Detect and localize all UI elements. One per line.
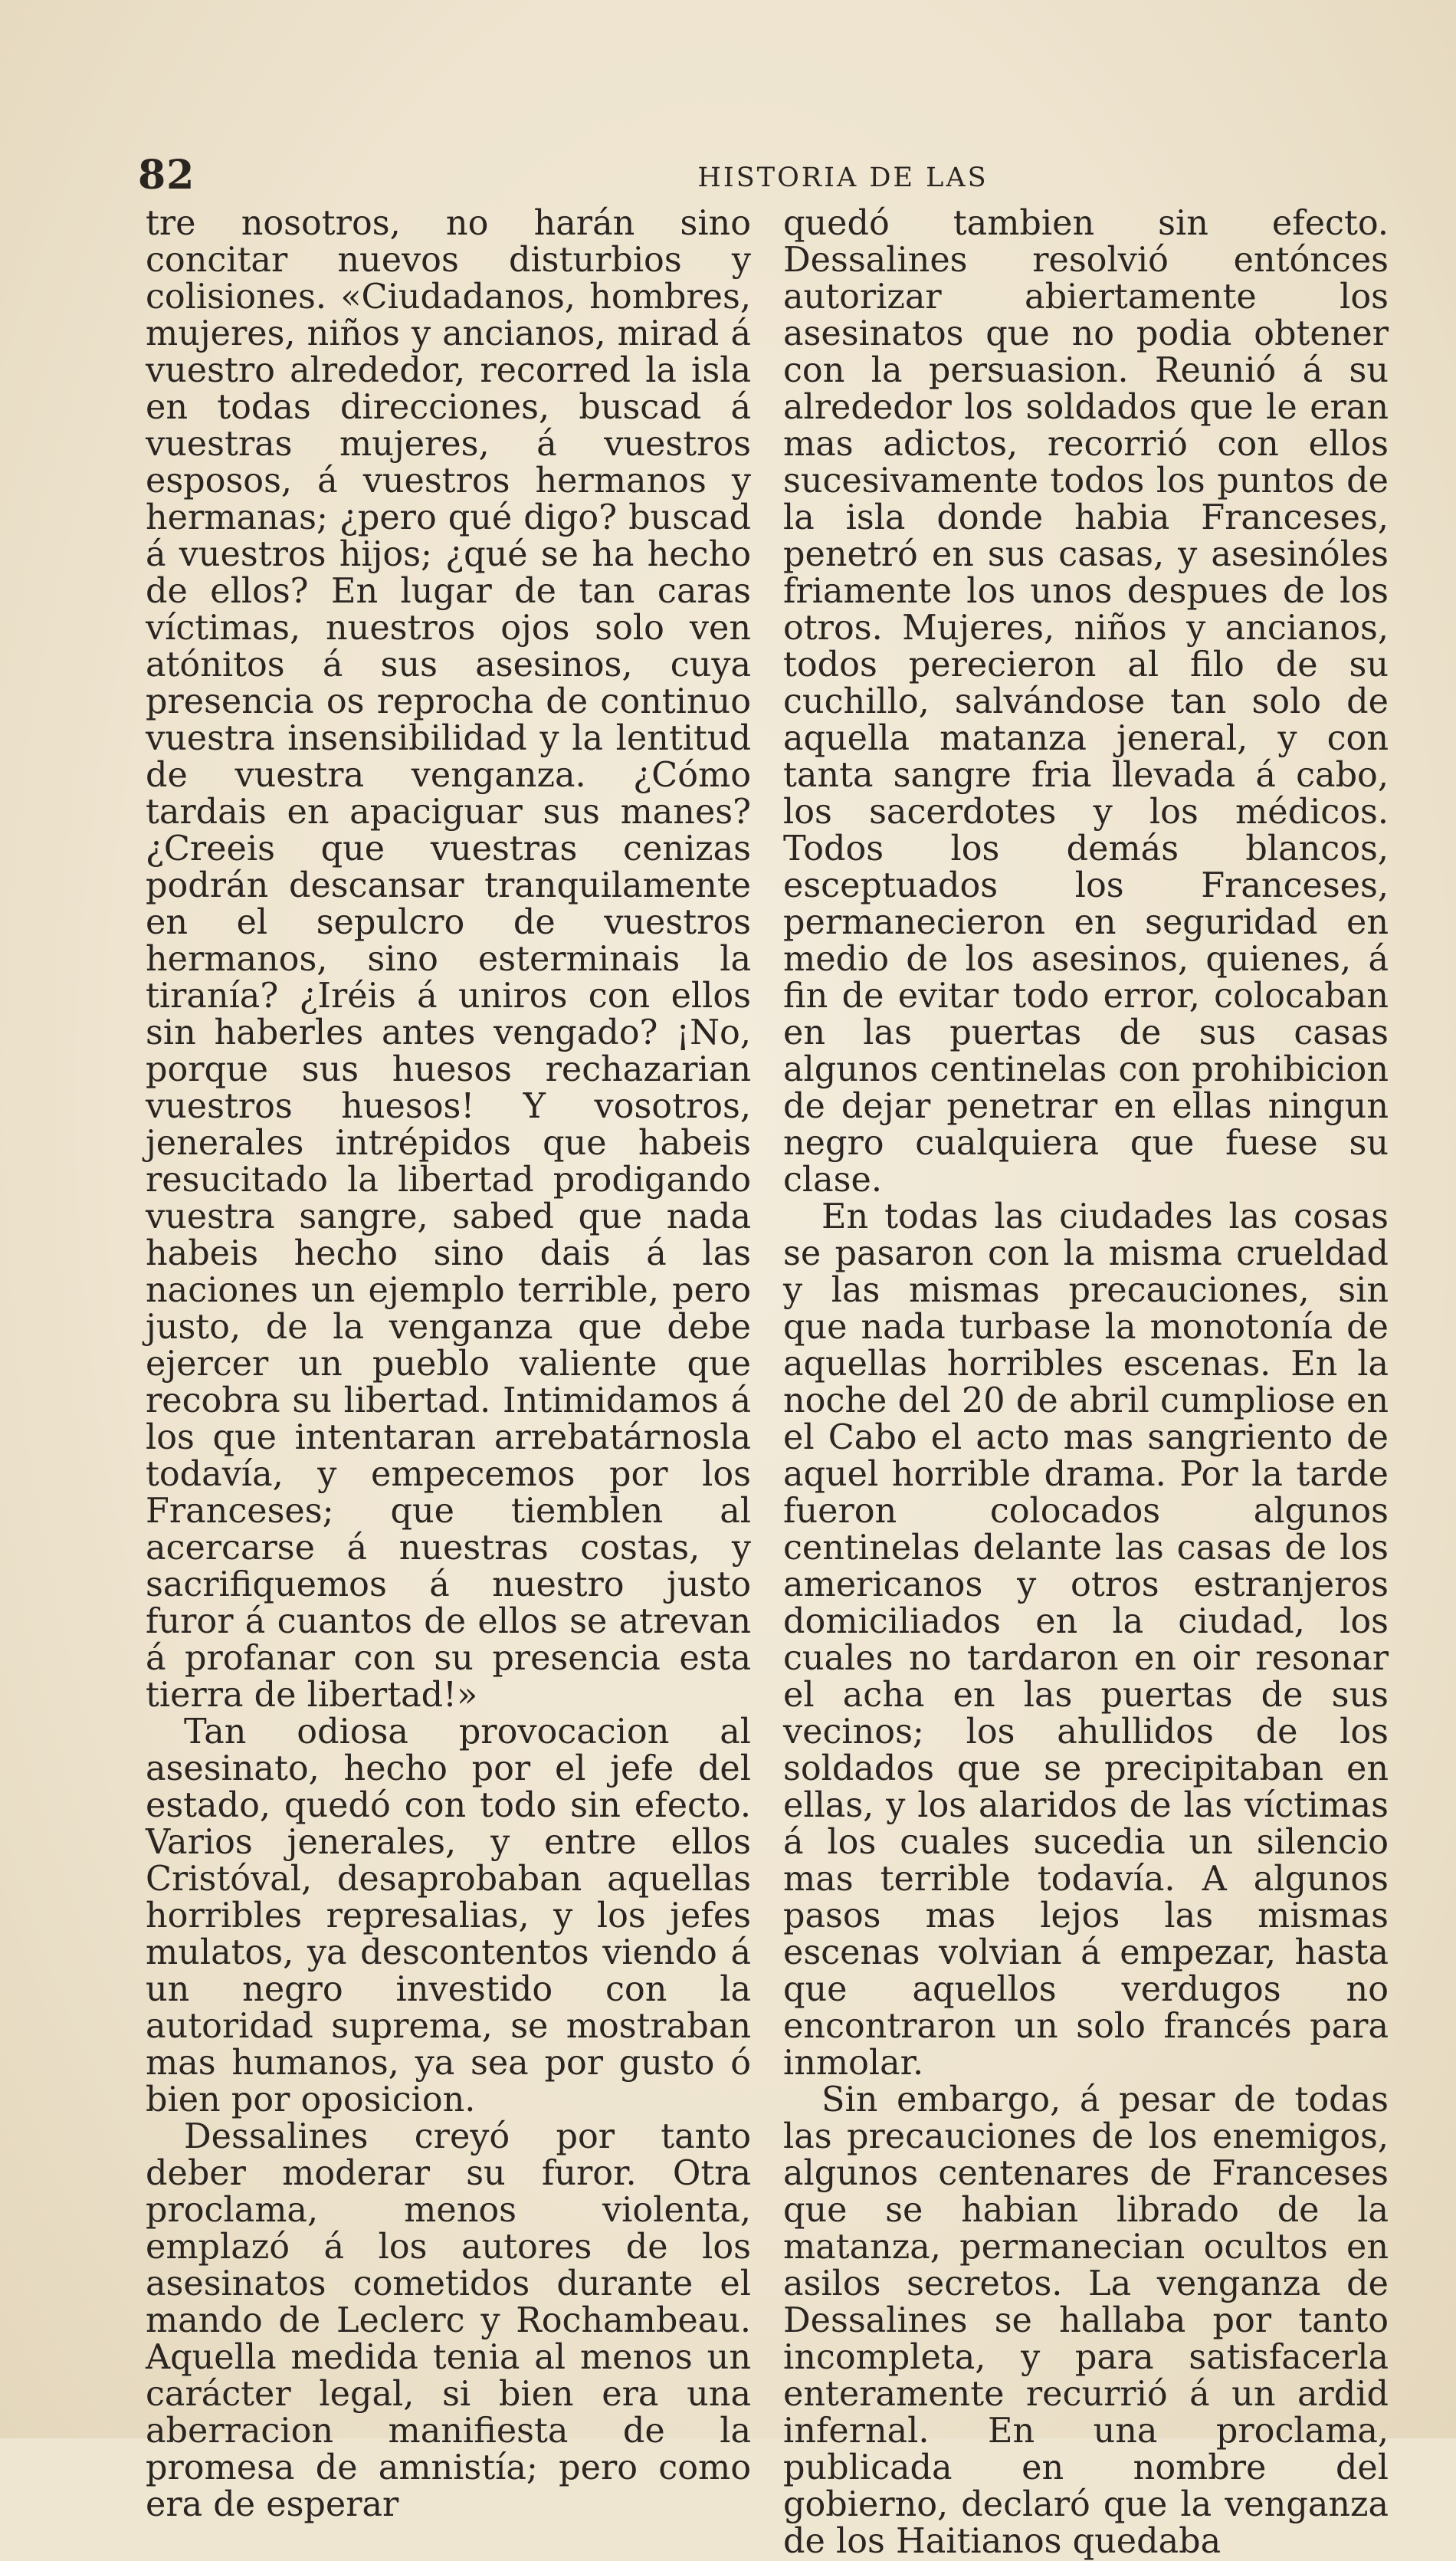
right-paragraph-3: Sin embargo, á pesar de todas las precauciones de los enemigos, algunos centenares de Franceses que se habian librado de la matanza, permanecian ocultos en asilos secretos. La venganza de Dessalines se hallaba por tanto incompleta, y para satisfacerla enteramente recurrió á un ardid infernal. En una proclama, publicada en nombre del gobierno, declaró que la venganza de los Haitianos quedaba <box>783 2080 1389 2561</box>
running-title: HISTORIA DE LAS <box>697 163 989 193</box>
left-paragraph-1: tre nosotros, no harán sino concitar nuevos disturbios y colisiones. «Ciudadanos, hombres, mujeres, niños y ancianos, mirad á vuestro alrededor, recorred la isla en todas direcciones, buscad á vuestras mujeres, á vuestros esposos, á vuestros hermanos y hermanas; ¿pero qué digo? buscad á vuestros hijos; ¿qué se ha hecho de ellos? En lugar de tan caras víctimas, nuestros ojos solo ven atónitos á sus asesinos, cuya presencia os reprocha de continuo vuestra insensibilidad y la lentitud de vuestra venganza. ¿Cómo tardais en apaciguar sus manes? ¿Creeis que vuestras cenizas podrán descansar tranquilamente en el sepulcro de vuestros hermanos, sino esterminais la tiranía? ¿Iréis á uniros con ellos sin haberles antes vengado? ¡No, porque sus huesos rechazarian vuestros huesos! Y vosotros, jenerales intrépidos que habeis resucitado la libertad prodigando vuestra sangre, sabed que nada habeis hecho sino dais á las naciones un ejemplo terrible, pero justo, de la venganza que debe ejercer un pueblo valiente que recobra su libertad. Intimidamos á los que intentaran arrebatárnosla todavía, y empecemos por los Franceses; que tiemblen al acercarse á nuestras costas, y sacrifiquemos á nuestro justo furor á cuantos de ellos se atrevan á profanar con su presencia esta tierra de libertad!» <box>146 204 751 1715</box>
left-paragraph-3: Dessalines creyó por tanto deber moderar su furor. Otra proclama, menos violenta, emplazó á los autores de los asesinatos cometidos durante el mando de Leclerc y Rochambeau. Aquella medida tenia al menos un carácter legal, si bien era una aberracion manifiesta de la promesa de amnistía; pero como era de esperar <box>146 2117 751 2524</box>
left-column <box>146 205 751 2523</box>
page-number: 82 <box>138 152 195 199</box>
page-header <box>138 152 1395 205</box>
right-column <box>783 205 1389 2560</box>
left-paragraph-2: Tan odiosa provocacion al asesinato, hecho por el jefe del estado, quedó con todo sin efecto. Varios jenerales, y entre ellos Cristóval, desaprobaban aquellas horribles represalias, y los jefes mulatos, ya descontentos viendo á un negro investido con la autoridad suprema, se mostraban mas humanos, ya sea por gusto ó bien por oposicion. <box>146 1712 751 2119</box>
right-paragraph-1: quedó tambien sin efecto. Dessalines resolvió entónces autorizar abiertamente los asesinatos que no podia obtener con la persuasion. Reunió á su alrededor los soldados que le eran mas adictos, recorrió con ellos sucesivamente todos los puntos de la isla donde habia Franceses, penetró en sus casas, y asesinóles friamente los unos despues de los otros. Mujeres, niños y ancianos, todos perecieron al filo de su cuchillo, salvándose tan solo de aquella matanza jeneral, y con tanta sangre fria llevada á cabo, los sacerdotes y los médicos. Todos los demás blancos, esceptuados los Franceses, permanecieron en seguridad en medio de los asesinos, quienes, á fin de evitar todo error, colocaban en las puertas de sus casas algunos centinelas con prohibicion de dejar penetrar en ellas ningun negro cualquiera que fuese su clase. <box>783 204 1389 1200</box>
right-paragraph-2: En todas las ciudades las cosas se pasaron con la misma crueldad y las mismas precauciones, sin que nada turbase la monotonía de aquellas horribles escenas. En la noche del 20 de abril cumpliose en el Cabo el acto mas sangriento de aquel horrible drama. Por la tarde fueron colocados algunos centinelas delante las casas de los americanos y otros estranjeros domiciliados en la ciudad, los cuales no tardaron en oir resonar el acha en las puertas de sus vecinos; los ahullidos de los soldados que se precipitaban en ellas, y los alaridos de las víctimas á los cuales sucedia un silencio mas terrible todavía. A algunos pasos mas lejos las mismas escenas volvian á empezar, hasta que aquellos verdugos no encontraron un solo francés para inmolar. <box>783 1197 1389 2083</box>
